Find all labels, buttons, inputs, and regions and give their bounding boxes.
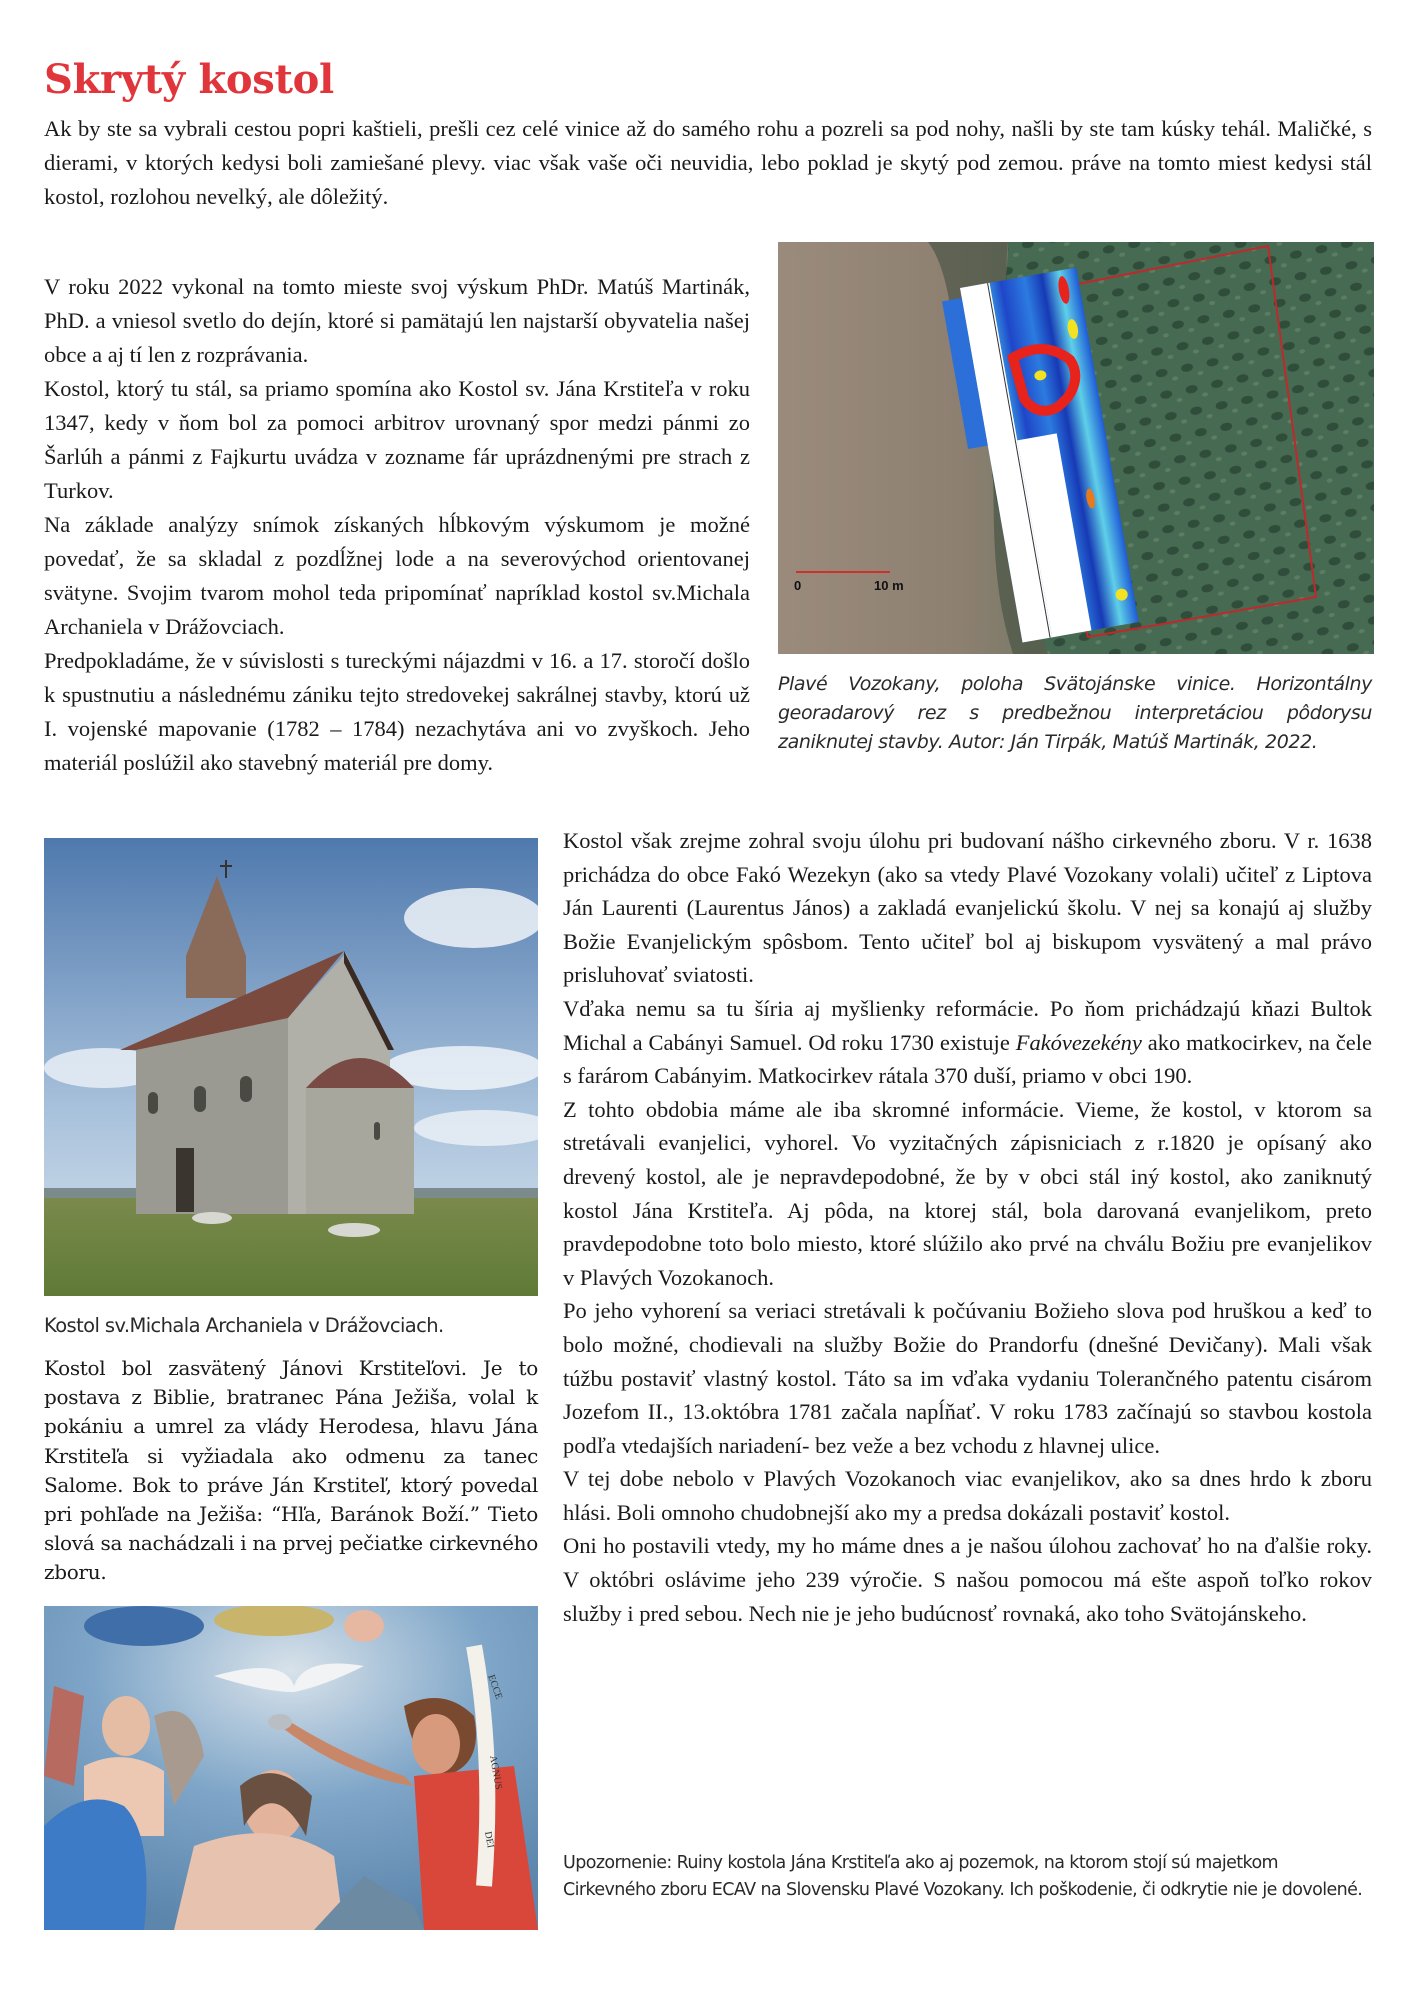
- paragraph-john-baptist: Kostol bol zasvätený Jánovi Krstiteľovi. Je to postava z Biblie, bratranec Pána Ježiša, volal k pokániu a umrel za vlády Herodesa, hlavu Jána Krstiteľa si vyžiadala ako odmenu za tanec Salome. Bok to práve Ján Krstiteľ, ktorý povedal pri pohľade na Ježiša: “Hľa, Baránok Boží.” Tieto slová sa nachádzali i na prvej pečiatke cirkevného zboru.: [44, 1356, 538, 1585]
- blue-cloth: [44, 1799, 147, 1930]
- scale-end-label: 10 m: [874, 578, 904, 593]
- banner-word-ecce: ECCE: [485, 1673, 505, 1702]
- apse: [306, 1086, 414, 1214]
- paragraph-first-mention: Kostol, ktorý tu stál, sa priamo spomína ako Kostol sv. Jána Krstiteľa v roku 1347, kedy v ňom bol za pomoci arbitrov urovnaný spor medzi pánmi zo Šarlúh a pánmi z Fajkurtu uvádza v zozname fár uprázdnenými pre strach z Turkov.: [44, 376, 750, 503]
- angel-face: [102, 1696, 150, 1756]
- georadar-illustration: [778, 242, 1374, 654]
- historic-village-name: Fakóvezekény: [1015, 1029, 1142, 1055]
- georadar-caption: Plavé Vozokany, poloha Svätojánske vinice. Horizontálny georadarový rez s predbežnou interpretáciou pôdorysu zaniknutej stavby. Autor: Ján Tirpák, Matúš Martinák, 2022.: [778, 673, 1372, 753]
- georadar-aerial-image: [778, 242, 1374, 654]
- church-illustration: [44, 838, 538, 1296]
- reformation-text-b: ako matkocirkev, na čele s farárom Cabányim. Matkocirkev rátala 370 duší, priamo v obci 190.: [563, 1029, 1372, 1089]
- church-door: [176, 1148, 194, 1212]
- paragraph-poorer-ancestors: V tej dobe nebolo v Plavých Vozokanoch viac evanjelikov, ako sa dnes hrdo k zboru hlási. Boli omnoho chudobnejší ako my a predsa dokázali postaviť kostol.: [563, 1466, 1372, 1525]
- paragraph-new-church: Po jeho vyhorení sa veriaci stretávali k počúvaniu Božieho slova pod hruškou a keď to bolo možné, chodievali na služby Božie do Prandorfu (dnešné Devičany). Mali však túžbu postaviť vlastný kostol. Táto sa im vďaka vydaniu Tolerančného patentu cisárom Jozefom II., 13.októbra 1781 začala napĺňať. V roku 1783 začínajú so stavbou kostola podľa vtedajších nariadení- bez veže a bez vchodu z hlavnej ulice.: [563, 1298, 1372, 1458]
- paragraph-reformation: [563, 992, 1372, 1093]
- paragraph-school: Kostol však zrejme zohral svoju úlohu pri budovaní nášho cirkevného zboru. V r. 1638 prichádza do obce Fakó Wezekyn (ako sa vtedy Plavé Vozokany volali) učiteľ z Liptova Ján Laurenti (Laurentus János) a zakladá evanjelickú školu. V nej sa konajú aj služby Božie Evanjelickým spôsbom. Tento učiteľ bol aj biskupom vysvätený a mal právo prisluhovať sviatosti.: [563, 828, 1372, 988]
- intro-paragraph: Ak by ste sa vybrali cestou popri kaštieli, prešli cez celé vinice až do samého rohu a pozreli sa pod nohy, našli by ste tam kúsky tehál. Maličké, s dierami, v ktorých kedysi boli zamiešané plevy. viac však vaše oči neuvidia, lebo poklad je skytý pod zemou. práve na tomto miest kedysi stál kostol, rozlohou nevelký, ale dôležitý.: [44, 116, 1372, 209]
- nave-wall: [136, 1018, 288, 1214]
- ownership-notice: Upozornenie: Ruiny kostola Jána Krstiteľa ako aj pozemok, na ktorom stojí sú majetkom Cirkevného zboru ECAV na Slovensku Plavé Vozokany. Ich poškodenie, či odkrytie nie je dovolené.: [563, 1853, 1363, 1900]
- banner-word-dei: DEI: [482, 1830, 496, 1849]
- shell: [268, 1714, 292, 1730]
- page-title: Skrytý kostol: [44, 56, 334, 103]
- scale-start-label: 0: [794, 578, 802, 593]
- paragraph-decline: Predpokladáme, že v súvislosti s tureckými nájazdmi v 16. a 17. storočí došlo k spustnutiu a následnému zániku tejto stredovekej sakrálnej stavby, ktorú už I. vojenské mapovanie (1782 – 1784) nezachytáva ani vo zvyškoch. Jeho materiál poslúžil ako stavebný materiál pre domy.: [44, 648, 750, 775]
- paragraph-anniversary: Oni ho postavili vtedy, my ho máme dnes a je našou úlohou zachovať ho na ďalšie roky. V októbri oslávime jeho 239 výročie. S našou pomocou má ešte aspoň toľko rokov služby i pred sebou. Nech nie je jeho budúcnosť rovnaká, ako toho Svätojánskeho.: [563, 1533, 1372, 1626]
- john-face: [412, 1714, 460, 1774]
- banner-word-agnus: AGNUS: [487, 1754, 504, 1791]
- baptism-painting: [44, 1606, 538, 1930]
- painting-illustration: [44, 1606, 538, 1930]
- right-column: [563, 824, 1372, 1630]
- paragraph-analysis: Na základe analýzy snímok získaných hĺbkovým výskumom je možné povedať, že sa skladal z pozdĺžnej lode a na severovýchod orientovanej svätyne. Svojim tvarom mohol teda pripomínať napríklad kostol sv.Michala Archaniela v Drážovciach.: [44, 512, 750, 639]
- drazovce-church-photo: [44, 838, 538, 1296]
- reformation-text-a: Vďaka nemu sa tu šíria aj myšlienky reformácie. Po ňom prichádzajú kňazi Bultok Michal a Cabányi Samuel. Od roku 1730 existuje: [563, 995, 1372, 1055]
- paragraph-burned-church: Z tohto obdobia máme ale iba skromné informácie. Vieme, že kostol, v ktorom sa stretávali evanjelici, vyhorel. Vo vyzitačných zápisniciach z r.1820 je opísaný ako drevený kostol, ale je nepravdepodobné, že by v obci stál iný kostol, ako zaniknutý kostol Jána Krstiteľa. Aj pôda, na ktorej stál, bola darovaná evanjelikom, preto pravdepodobne toto bolo miesto, ktoré slúžilo ako prvé na chválu Božiu pre evanjelikov v Plavých Vozokanoch.: [563, 1096, 1372, 1290]
- paragraph-research: V roku 2022 vykonal na tomto mieste svoj výskum PhDr. Matúš Martinák, PhD. a vniesol svetlo do dejín, ktoré si pamätajú len najstarší obyvatelia našej obce a aj tí len z rozprávania.: [44, 274, 750, 367]
- left-column-top: [44, 270, 750, 780]
- church-photo-caption: Kostol sv.Michala Archaniela v Drážovciach.: [44, 1314, 444, 1337]
